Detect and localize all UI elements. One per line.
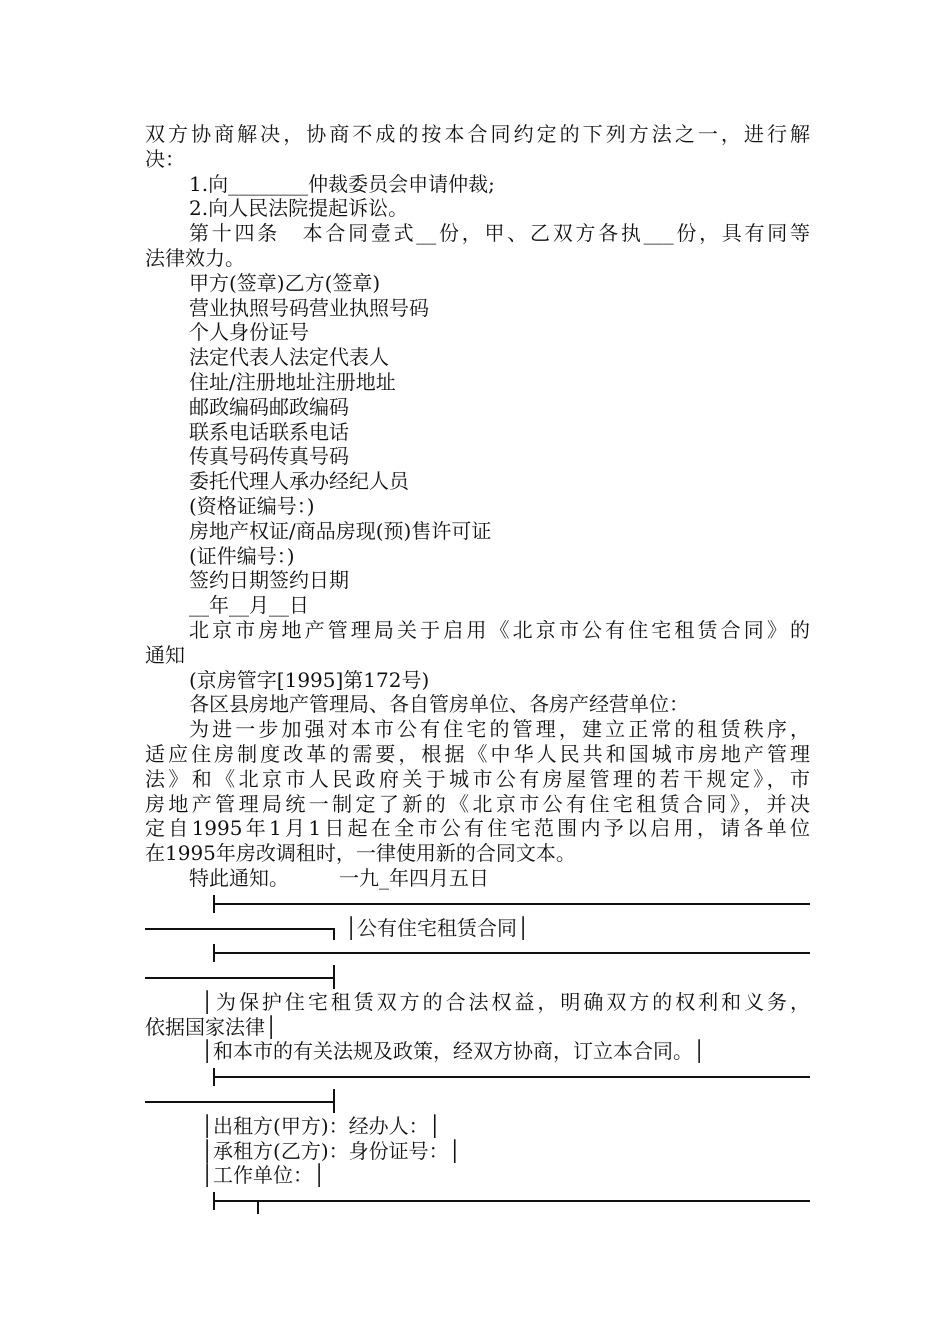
table-top-border	[145, 891, 810, 916]
text-line: 北京市房地产管理局关于启用《北京市公有住宅租赁合同》的	[189, 617, 810, 642]
text-line: 营业执照号码营业执照号码	[189, 295, 429, 320]
text-line: 1.向________仲裁委员会申请仲裁;	[189, 171, 495, 196]
text-line: 法》和《北京市人民政府关于城市公有房屋管理的若干规定》，市	[145, 766, 810, 791]
text-line: 签约日期签约日期	[189, 568, 349, 593]
text-line: (证件编号：)	[189, 543, 295, 568]
table-cell-text: │和本市的有关法规及政策，经双方协商，订立本合同。│	[201, 1039, 706, 1064]
table-border-line	[213, 903, 810, 905]
table-border-corner	[333, 965, 335, 989]
table-cell-text: │工作单位：│	[201, 1163, 326, 1188]
table-cell-text: │承租方(乙方)：身份证号：│	[201, 1138, 461, 1163]
table-cell-text: 依据国家法律│	[145, 1014, 278, 1039]
table-border-line	[145, 1101, 335, 1103]
table-border-corner	[333, 1089, 335, 1113]
table-cell-text: │为保护住宅租赁双方的合法权益，明确双方的权利和义务，	[201, 989, 810, 1014]
text-line: 决：	[145, 146, 185, 171]
document-page	[145, 122, 810, 1213]
text-line: 适应住房制度改革的需要，根据《中华人民共和国城市房地产管理	[145, 741, 810, 766]
table-border-line	[213, 952, 810, 954]
table-divider-tail	[145, 1089, 810, 1114]
text-line: 法定代表人法定代表人	[189, 345, 389, 370]
text-line: 为进一步加强对本市公有住宅的管理，建立正常的租赁秩序，	[189, 717, 810, 742]
text-line: __年__月__日	[189, 593, 309, 618]
table-border-line	[145, 928, 335, 930]
text-line: 房地产权证/商品房现(预)售许可证	[189, 518, 492, 543]
text-line: 各区县房地产管理局、各自管房单位、各房产经营单位：	[189, 692, 689, 717]
text-line: 定自1995年1月1日起在全市公有住宅范围内予以启用，请各单位	[145, 816, 810, 841]
text-line: (京房管字[1995]第172号)	[189, 667, 430, 692]
text-line: 传真号码传真号码	[189, 444, 349, 469]
table-border-line	[213, 1076, 810, 1078]
table-border-corner	[333, 928, 335, 940]
text-line: 双方协商解决，协商不成的按本合同约定的下列方法之一，进行解	[145, 122, 810, 146]
table-cell-text: │出租方(甲方)：经办人：│	[201, 1113, 441, 1138]
table-title: │公有住宅租赁合同│	[345, 915, 530, 940]
table-border-line	[213, 1200, 810, 1202]
text-line: 个人身份证号	[189, 320, 309, 345]
text-line: 委托代理人承办经纪人员	[189, 469, 409, 494]
text-line: 特此通知。 一九_年四月五日	[189, 865, 489, 890]
text-line: 法律效力。	[145, 245, 245, 270]
table-divider	[145, 1188, 810, 1213]
text-line: 联系电话联系电话	[189, 419, 349, 444]
text-line: 在1995年房改调租时，一律使用新的合同文本。	[145, 841, 576, 866]
table-border-tick	[257, 1200, 259, 1214]
text-line: 住址/注册地址注册地址	[189, 369, 396, 394]
table-divider-tail	[145, 965, 810, 990]
table-border-line	[145, 977, 335, 979]
text-line: 2.向人民法院提起诉讼。	[189, 196, 409, 221]
table-title-row	[145, 916, 810, 941]
text-line: 通知	[145, 642, 185, 667]
text-line: 甲方(签章)乙方(签章)	[189, 270, 381, 295]
table-divider	[145, 1064, 810, 1089]
text-line: 房地产管理局统一制定了新的《北京市公有住宅租赁合同》，并决	[145, 791, 810, 816]
table-divider	[145, 940, 810, 965]
text-line: 邮政编码邮政编码	[189, 394, 349, 419]
text-line: 第十四条 本合同壹式__份，甲、乙双方各执___份，具有同等	[189, 221, 810, 246]
text-line: (资格证编号：)	[189, 493, 315, 518]
